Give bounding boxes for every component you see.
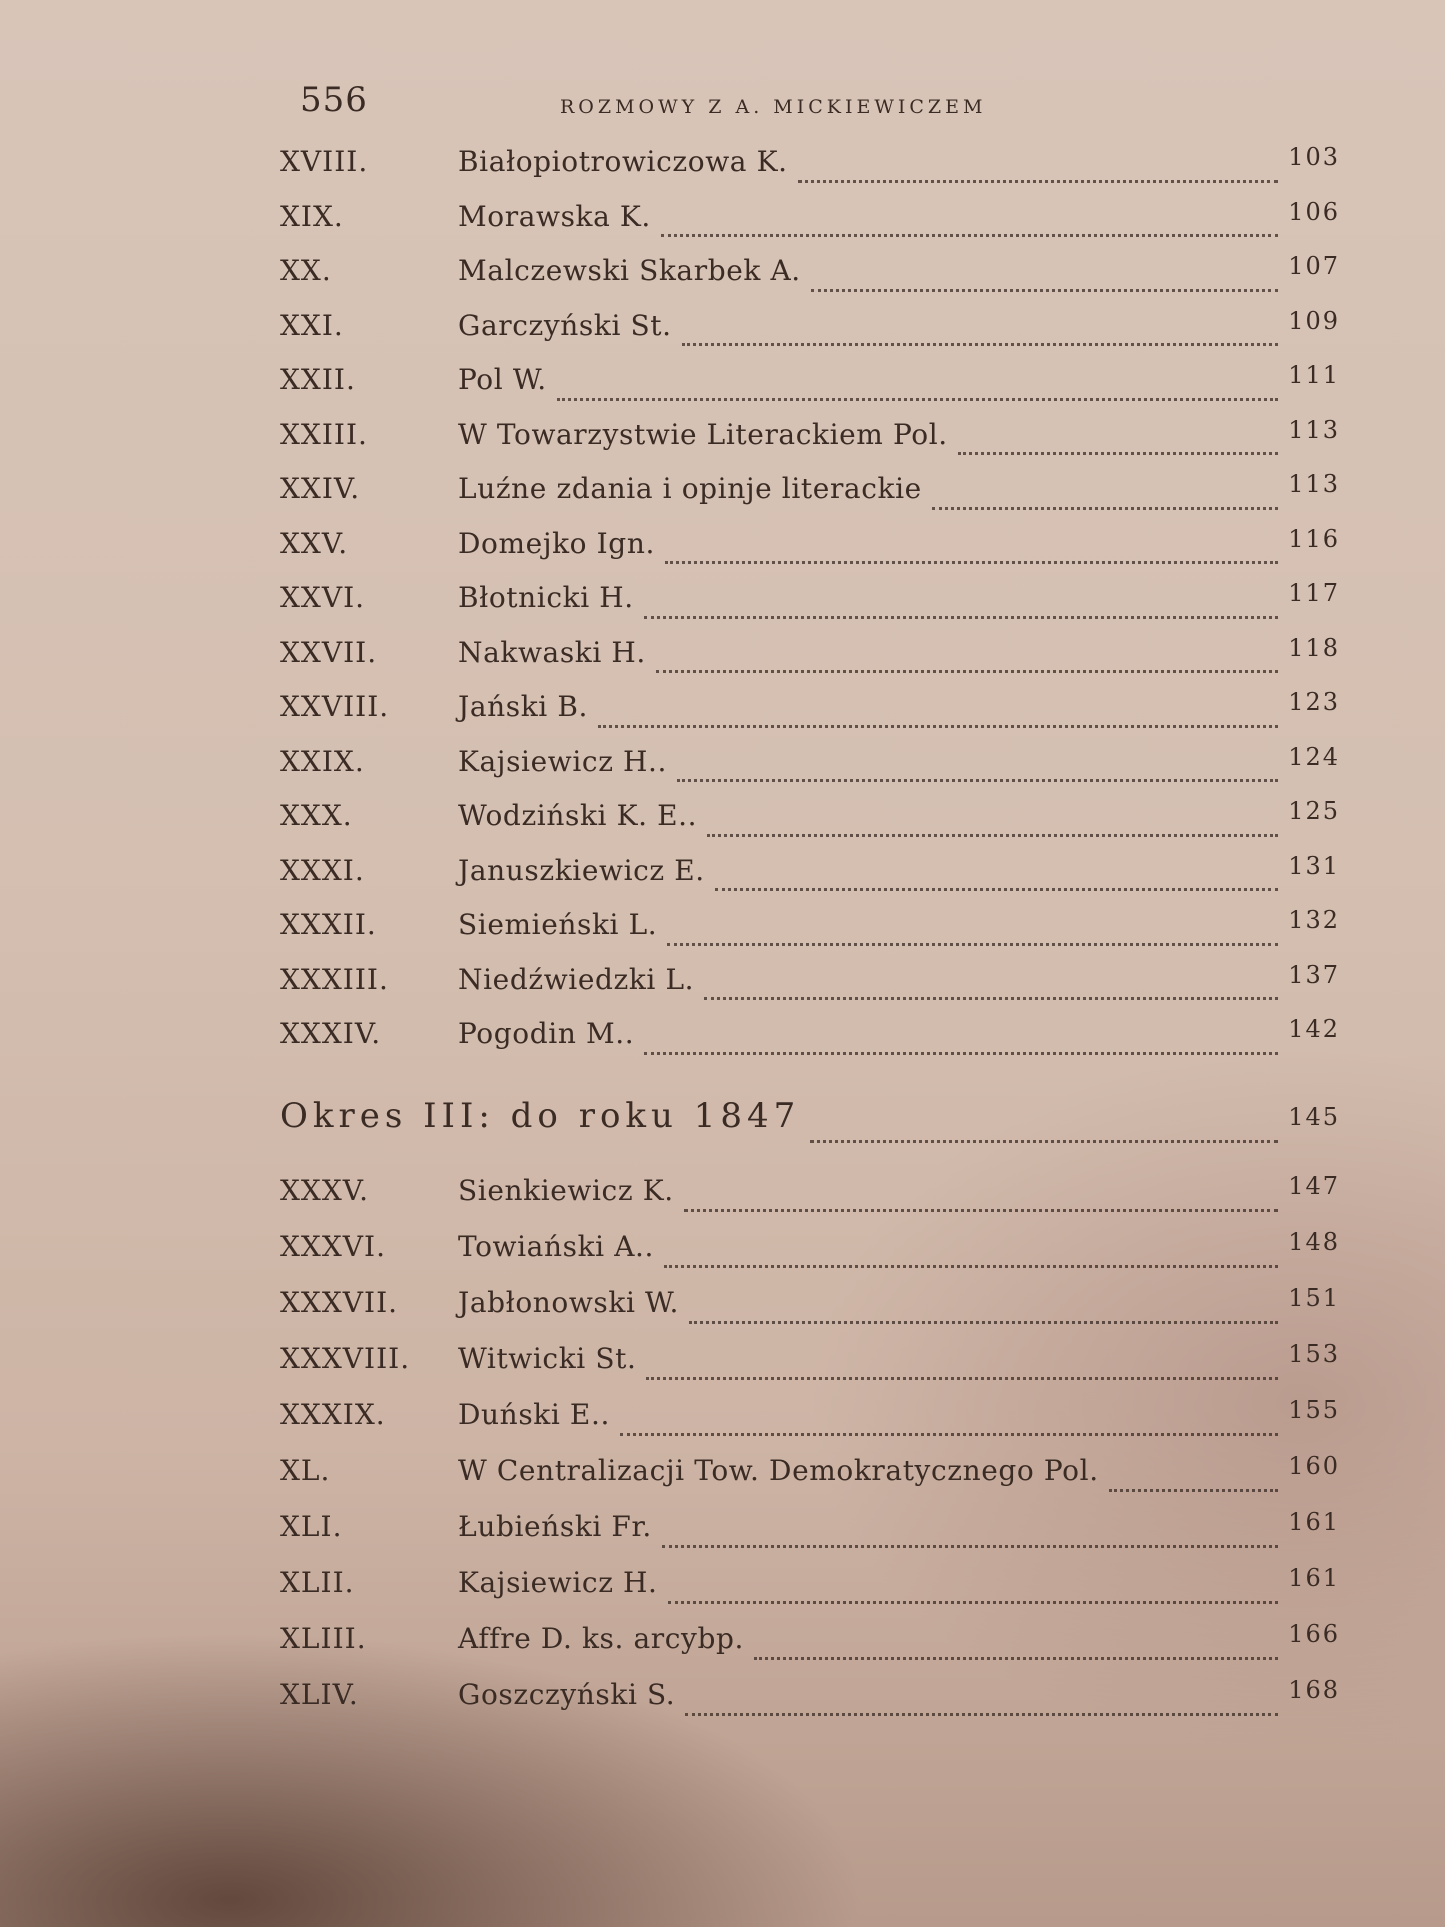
- entry-numeral: XXVII.: [280, 635, 378, 669]
- dot-leader: [798, 178, 1279, 183]
- toc-entry: [280, 1675, 1340, 1734]
- entry-title: Jabłonowski W.: [458, 1285, 680, 1319]
- dot-leader: [661, 232, 1278, 237]
- entry-numeral: XXI.: [280, 308, 344, 342]
- entry-numeral: XXXVII.: [280, 1285, 399, 1319]
- entry-page: 116: [1288, 524, 1340, 553]
- entry-page: 113: [1288, 415, 1340, 444]
- entry-title: Pol W.: [458, 363, 547, 396]
- entry-numeral: XIX.: [280, 199, 344, 233]
- dot-leader: [685, 1711, 1278, 1716]
- entry-title: Kajsiewicz H.: [458, 1565, 658, 1599]
- entry-title: Affre D. ks. arcybp.: [458, 1621, 745, 1655]
- dot-leader: [677, 777, 1278, 782]
- dot-leader: [811, 287, 1278, 292]
- entry-page: 155: [1288, 1395, 1340, 1424]
- entry-title: Pogodin M..: [458, 1017, 635, 1050]
- entry-title: Luźne zdania i opinje literackie: [458, 472, 922, 505]
- entry-page: 142: [1288, 1015, 1340, 1043]
- entry-title: Garczyński St.: [458, 308, 672, 342]
- dot-leader: [668, 1599, 1279, 1604]
- entry-page: 117: [1288, 579, 1340, 607]
- toc-entry: [280, 415, 1340, 473]
- entry-numeral: XXXVIII.: [280, 1341, 411, 1375]
- entry-numeral: XXXI.: [280, 853, 365, 887]
- dot-leader: [665, 559, 1278, 564]
- entry-title: Siemieński L.: [458, 908, 658, 941]
- page-header: [300, 80, 1100, 130]
- toc-entry: [280, 1507, 1340, 1566]
- entry-numeral: XLII.: [280, 1565, 355, 1599]
- toc-entry: [280, 472, 1340, 527]
- dot-leader: [557, 396, 1278, 401]
- toc-entry: [280, 633, 1340, 691]
- entry-page: 168: [1288, 1675, 1340, 1704]
- entry-title: Januszkiewicz E.: [458, 853, 705, 887]
- entry-title: Towiański A..: [458, 1229, 655, 1263]
- entry-page: 106: [1288, 197, 1340, 226]
- toc-entry: [280, 851, 1340, 909]
- toc-entry: [280, 1563, 1340, 1622]
- entry-numeral: XXXVI.: [280, 1229, 386, 1263]
- entry-page: 118: [1288, 633, 1340, 662]
- toc-entry: [280, 1619, 1340, 1678]
- entry-numeral: XXXII.: [280, 908, 377, 941]
- entry-title: Goszczyński S.: [458, 1677, 676, 1711]
- entry-page: 124: [1288, 742, 1340, 771]
- dot-leader: [704, 995, 1278, 1000]
- toc-entry: [280, 524, 1340, 582]
- entry-numeral: XVIII.: [280, 145, 369, 178]
- toc-entry: [280, 690, 1340, 745]
- toc-entry: [280, 1283, 1340, 1342]
- entry-title: Łubieński Fr.: [458, 1509, 652, 1543]
- entry-numeral: XXIV.: [280, 472, 361, 505]
- entry-numeral: XLIII.: [280, 1621, 367, 1655]
- toc-entry: [280, 1451, 1340, 1510]
- entry-page: 107: [1288, 252, 1340, 280]
- dot-leader: [689, 1319, 1278, 1324]
- entry-page: 113: [1288, 470, 1340, 498]
- entry-numeral: XXVIII.: [280, 690, 390, 723]
- entry-numeral: XXII.: [280, 363, 356, 396]
- entry-page: 160: [1288, 1451, 1340, 1480]
- dot-leader: [644, 614, 1278, 619]
- toc-entries-part-1: [280, 145, 1340, 1072]
- entry-title: Duński E..: [458, 1397, 610, 1431]
- dot-leader: [667, 941, 1278, 946]
- entry-page: 103: [1288, 143, 1340, 171]
- entry-page: 137: [1288, 960, 1340, 989]
- entry-title: W Towarzystwie Literackiem Pol.: [458, 417, 948, 451]
- entry-title: W Centralizacji Tow. Demokratycznego Pol.: [458, 1453, 1099, 1487]
- toc-entry: [280, 254, 1340, 309]
- entry-title: Jański B.: [458, 690, 589, 723]
- entry-page: 132: [1288, 906, 1340, 934]
- dot-leader: [598, 723, 1278, 728]
- entry-numeral: XL.: [280, 1453, 331, 1487]
- entry-numeral: XXXIV.: [280, 1017, 382, 1050]
- running-title: ROZMOWY Z A. MICKIEWICZEM: [560, 96, 987, 118]
- entry-numeral: XLI.: [280, 1509, 343, 1543]
- entry-page: 125: [1288, 797, 1340, 825]
- dot-leader: [646, 1375, 1278, 1380]
- entry-page: 153: [1288, 1339, 1340, 1368]
- dot-leader: [810, 1138, 1278, 1143]
- entry-numeral: XXX.: [280, 799, 353, 832]
- toc-entry: [280, 742, 1340, 800]
- entry-numeral: XXXIII.: [280, 962, 389, 996]
- entry-title: Białopiotrowiczowa K.: [458, 145, 788, 178]
- toc-entry: [280, 799, 1340, 854]
- entry-title: Wodziński K. E..: [458, 799, 698, 832]
- dot-leader: [644, 1050, 1278, 1055]
- toc-entry: [280, 1017, 1340, 1072]
- toc-entry: [280, 197, 1340, 255]
- entry-title: Nakwaski H.: [458, 635, 646, 669]
- entry-title: Sienkiewicz K.: [458, 1173, 674, 1207]
- entry-title: Morawska K.: [458, 199, 651, 233]
- dot-leader: [682, 341, 1279, 346]
- dot-leader: [715, 886, 1278, 891]
- dot-leader: [662, 1543, 1278, 1548]
- toc-entry: [280, 363, 1340, 418]
- entry-numeral: XXV.: [280, 526, 349, 560]
- entry-page: 123: [1288, 688, 1340, 716]
- dot-leader: [684, 1207, 1278, 1212]
- entry-page: 148: [1288, 1227, 1340, 1256]
- entry-title: Witwicki St.: [458, 1341, 637, 1375]
- dot-leader: [620, 1431, 1278, 1436]
- entry-page: 166: [1288, 1619, 1340, 1648]
- toc-entries-part-2: [280, 1171, 1340, 1734]
- dot-leader: [664, 1263, 1278, 1268]
- entry-page: 161: [1288, 1563, 1340, 1592]
- entry-page: 147: [1288, 1171, 1340, 1200]
- entry-title: Malczewski Skarbek A.: [458, 254, 801, 287]
- dot-leader: [958, 450, 1278, 455]
- toc-entry: [280, 1395, 1340, 1454]
- toc-entry: [280, 145, 1340, 200]
- entry-page: 131: [1288, 851, 1340, 880]
- entry-page: 161: [1288, 1507, 1340, 1536]
- table-of-contents: [280, 145, 1340, 1734]
- entry-numeral: XLIV.: [280, 1677, 359, 1711]
- page-number: 556: [300, 80, 368, 120]
- toc-entry: [280, 1339, 1340, 1398]
- toc-entry: [280, 306, 1340, 364]
- entry-title: Kajsiewicz H..: [458, 744, 668, 778]
- toc-entry: [280, 1227, 1340, 1286]
- dot-leader: [932, 505, 1278, 510]
- entry-title: Niedźwiedzki L.: [458, 962, 695, 996]
- entry-numeral: XXXV.: [280, 1173, 370, 1207]
- section-page: 145: [1288, 1102, 1340, 1131]
- toc-entry: [280, 581, 1340, 636]
- dot-leader: [754, 1655, 1278, 1660]
- entry-numeral: XXXIX.: [280, 1397, 386, 1431]
- dot-leader: [1109, 1487, 1278, 1492]
- entry-title: Domejko Ign.: [458, 526, 655, 560]
- entry-numeral: XX.: [280, 254, 332, 287]
- section-title: Okres III: do roku 1847: [280, 1095, 801, 1136]
- entry-numeral: XXVI.: [280, 581, 366, 614]
- dot-leader: [656, 668, 1278, 673]
- toc-entry: [280, 1171, 1340, 1230]
- entry-page: 111: [1288, 361, 1340, 389]
- toc-entry: [280, 960, 1340, 1018]
- section-heading: [280, 1096, 1340, 1166]
- entry-numeral: XXIX.: [280, 744, 365, 778]
- dot-leader: [707, 832, 1278, 837]
- entry-page: 109: [1288, 306, 1340, 335]
- entry-page: 151: [1288, 1283, 1340, 1312]
- toc-entry: [280, 908, 1340, 963]
- entry-numeral: XXIII.: [280, 417, 368, 451]
- entry-title: Błotnicki H.: [458, 581, 634, 614]
